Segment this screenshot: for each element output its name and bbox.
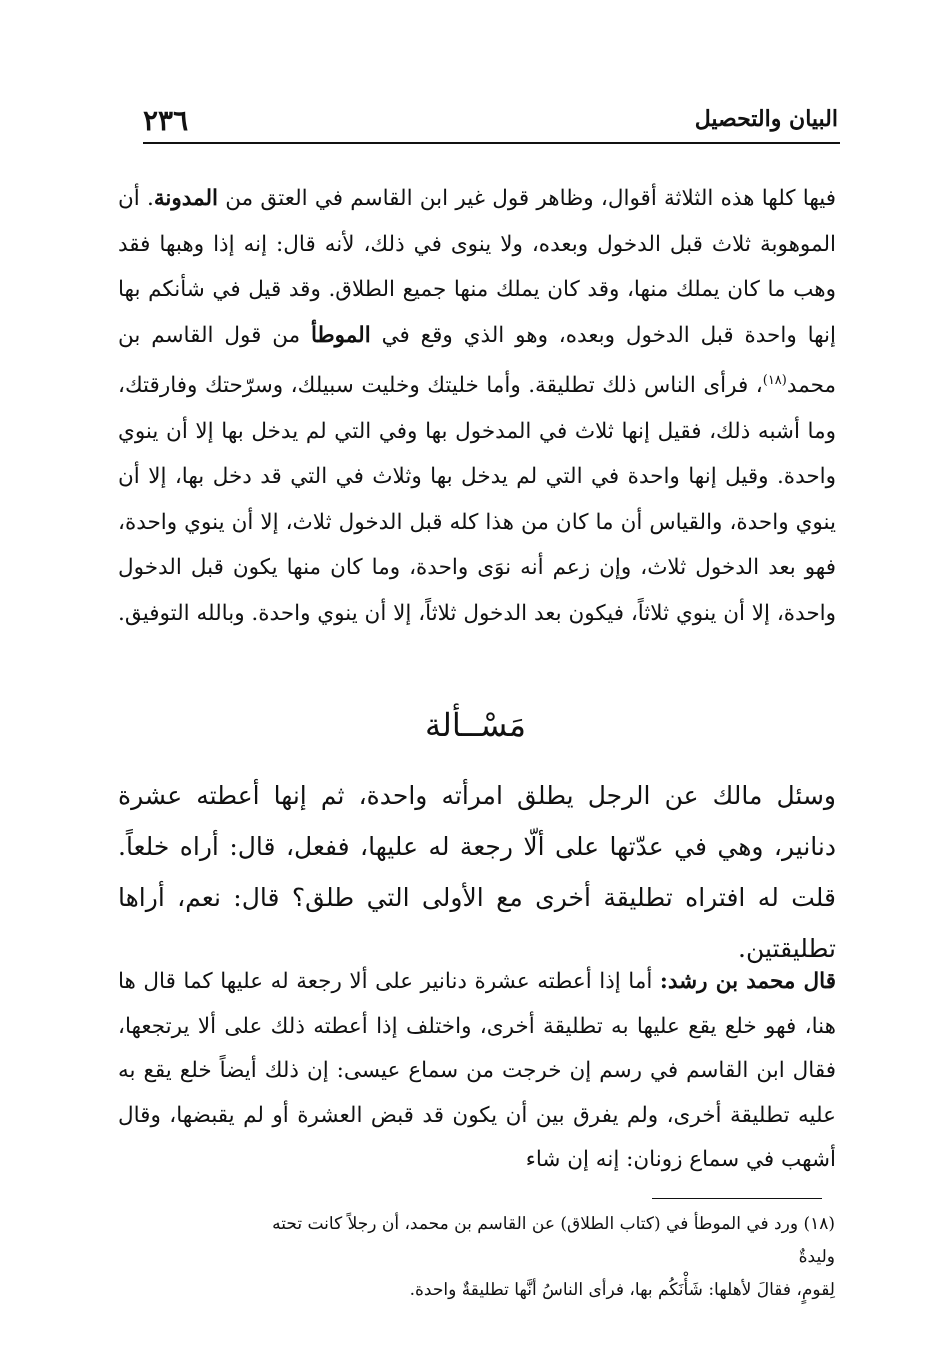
para1-text-a: فيها كلها هذه الثلاثة أقوال، وظاهر قول غير ابن القاسم في العتق من [217,186,837,211]
question-text: وسئل مالك عن الرجل يطلق امرأته واحدة، ثم إنها أعطته عشرة دنانير، وهي في عدّتها على ألّا رجعة له عليها، ففعل، قال: أراه خلعاً. قلت له افتراه تطليقة أخرى مع الأولى التي طلق؟ قال: نعم، أراها تطليقتين. [118,781,836,963]
para1-text-e: من قول القاسم بن محمد [118,322,836,399]
footnote-line: (١٨) ورد في الموطأ في (كتاب الطلاق) عن القاسم بن محمد، أن رجلاً كانت تحته وليدةٌ [272,1214,835,1267]
footnote-marker[interactable]: (١٨) [762,373,787,388]
page-header [143,104,838,144]
book-name-mudawwana: المدونة [153,186,218,211]
footnote-rule [652,1198,822,1199]
para1-text-f: ، فرأى الناس ذلك تطليقة. وأما خليتك وخليت سبيلك، وسرّحتك وفارقتك، وما أشبه ذلك، فقيل إنها ثلاث في المدخول بها وفي التي لم يدخل بها إلا أن ينوي واحدة. وقيل إنها واحدة في التي لم يدخل بها وثلاث في التي قد دخل بها، إلا أن ينوي واحدة، والقياس أن ما كان من هذا كله قبل الدخول ثلاث، إلا أن ينوي واحدة، فهو بعد الدخول ثلاث، وإن زعم أنه نوَى واحدة، وما كان منها يكون قبل الدخول واحدة، إلا أن ينوي ثلاثاً، فيكون بعد الدخول ثلاثاً، إلا أن ينوي واحدة. وبالله التوفيق. [118,373,836,626]
book-name-muwatta: الموطأ [310,322,371,348]
footnote-line: لِقومٍ، فقالَ لأهلها: شَأْنَكُم بها، فرأى الناسُ أنَّها تطليقةٌ واحدة. [409,1280,835,1300]
question-paragraph [118,770,836,974]
para1-text-c: . أن الموهوبة ثلاث قبل الدخول وبعده، ولا ينوى في ذلك، لأنه قال: إنه إذا وهبها فقد وهب ما كان يملك منها، وقد كان يملك منها جميع الطلاق. وقد قيل في شأنكم بها إنها واحدة قبل الدخول وبعده، وهو الذي وقع في [118,186,836,348]
body-paragraph [118,176,836,636]
section-title: مَسْــألة [424,706,527,744]
answer-speaker: قال محمد بن رشد: [659,969,837,994]
header-rule [143,142,840,144]
running-title: البيان والتحصيل [694,106,838,132]
page-number: ٢٣٦ [143,104,189,137]
answer-text: أما إذا أعطته عشرة دنانير على ألا رجعة له عليها كما قال ها هنا، فهو خلع يقع عليها به تطليقة أخرى، واختلف إذا أعطته ذلك على ألا يرتجعها، فقال ابن القاسم في رسم إن خرجت من سماع عيسى: إن ذلك أيضاً خلع يقع به عليه تطليقة أخرى، ولم يفرق بين أن يكون قد قبض العشرة أو لم يقبضها، وقال أشهب في سماع زونان: إنه إن شاء [118,969,836,1172]
answer-paragraph [118,960,836,1183]
footnote [260,1208,835,1307]
